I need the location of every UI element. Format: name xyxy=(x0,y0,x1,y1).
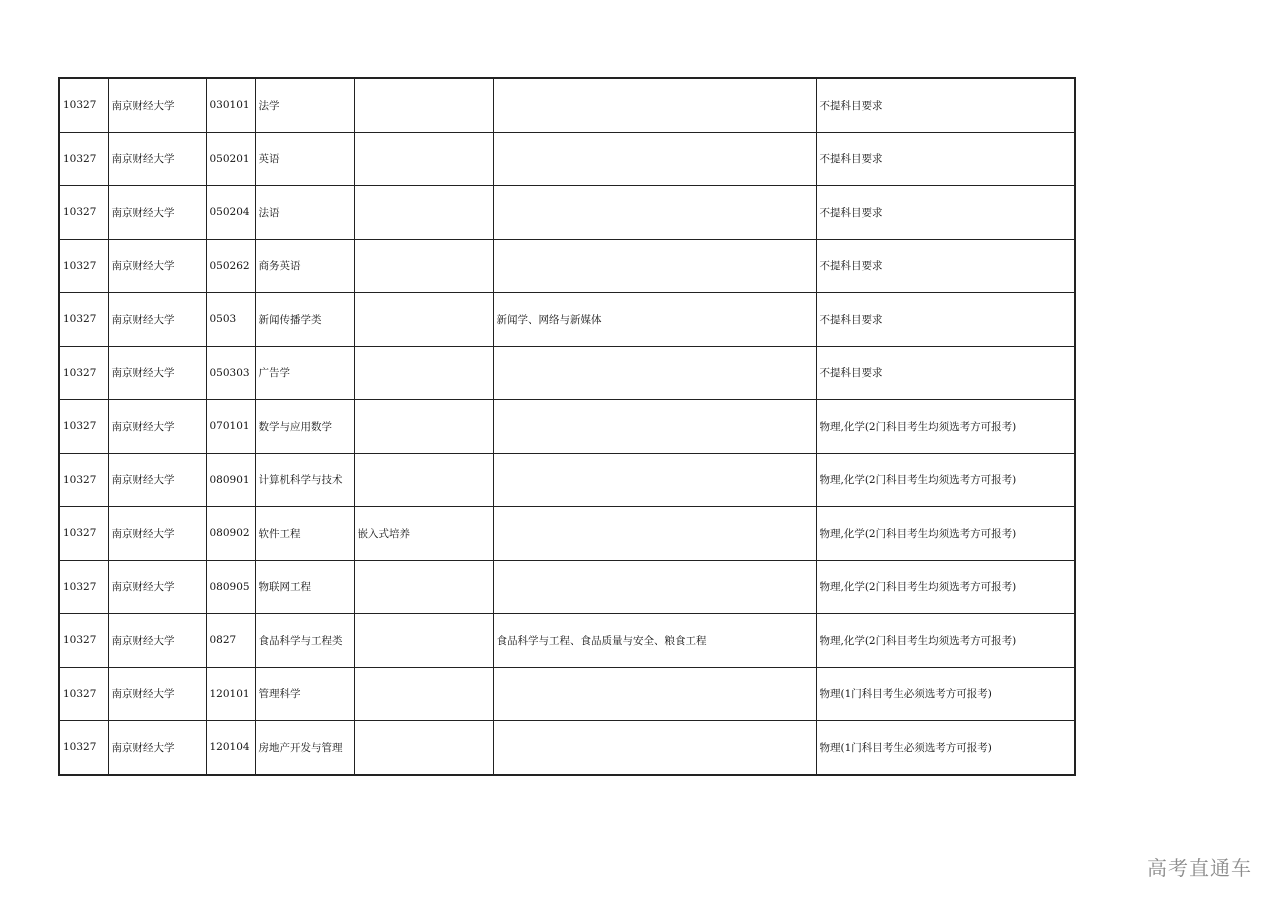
major-code-cell: 050204 xyxy=(206,186,255,240)
major-name-cell: 法语 xyxy=(255,186,354,240)
school-name-cell: 南京财经大学 xyxy=(108,132,206,186)
requirement-cell: 物理(1门科目考生必须选考方可报考) xyxy=(816,667,1075,721)
requirement-cell: 不提科目要求 xyxy=(816,186,1075,240)
requirement-cell: 不提科目要求 xyxy=(816,346,1075,400)
major-code-cell: 120104 xyxy=(206,721,255,775)
requirement-cell: 物理,化学(2门科目考生均须选考方可报考) xyxy=(816,400,1075,454)
major-code-cell: 0827 xyxy=(206,614,255,668)
major-name-cell: 食品科学与工程类 xyxy=(255,614,354,668)
school-code-cell: 10327 xyxy=(59,239,108,293)
major-code-cell: 070101 xyxy=(206,400,255,454)
note-cell xyxy=(354,560,493,614)
school-name-cell: 南京财经大学 xyxy=(108,721,206,775)
note-cell xyxy=(354,346,493,400)
school-code-cell: 10327 xyxy=(59,507,108,561)
school-name-cell: 南京财经大学 xyxy=(108,239,206,293)
table-row xyxy=(59,721,1075,775)
table-row xyxy=(59,293,1075,347)
table-row xyxy=(59,186,1075,240)
table-row xyxy=(59,453,1075,507)
includes-cell xyxy=(493,400,816,454)
school-code-cell: 10327 xyxy=(59,132,108,186)
school-code-cell: 10327 xyxy=(59,560,108,614)
note-cell xyxy=(354,293,493,347)
includes-cell: 食品科学与工程、食品质量与安全、粮食工程 xyxy=(493,614,816,668)
major-name-cell: 房地产开发与管理 xyxy=(255,721,354,775)
requirement-cell: 不提科目要求 xyxy=(816,239,1075,293)
major-name-cell: 法学 xyxy=(255,78,354,132)
includes-cell: 新闻学、网络与新媒体 xyxy=(493,293,816,347)
major-code-cell: 050303 xyxy=(206,346,255,400)
major-code-cell: 080901 xyxy=(206,453,255,507)
school-name-cell: 南京财经大学 xyxy=(108,667,206,721)
table-row xyxy=(59,667,1075,721)
major-name-cell: 软件工程 xyxy=(255,507,354,561)
table-row xyxy=(59,400,1075,454)
requirement-cell: 不提科目要求 xyxy=(816,293,1075,347)
major-name-cell: 英语 xyxy=(255,132,354,186)
school-code-cell: 10327 xyxy=(59,346,108,400)
requirement-cell: 物理,化学(2门科目考生均须选考方可报考) xyxy=(816,453,1075,507)
major-name-cell: 物联网工程 xyxy=(255,560,354,614)
table-row xyxy=(59,239,1075,293)
includes-cell xyxy=(493,186,816,240)
requirement-cell: 不提科目要求 xyxy=(816,78,1075,132)
major-code-cell: 050201 xyxy=(206,132,255,186)
school-code-cell: 10327 xyxy=(59,721,108,775)
table-row xyxy=(59,560,1075,614)
subject-requirements-table xyxy=(58,77,1076,776)
note-cell xyxy=(354,78,493,132)
table-row xyxy=(59,507,1075,561)
note-cell xyxy=(354,721,493,775)
note-cell: 嵌入式培养 xyxy=(354,507,493,561)
note-cell xyxy=(354,186,493,240)
major-name-cell: 数学与应用数学 xyxy=(255,400,354,454)
note-cell xyxy=(354,614,493,668)
table-body xyxy=(59,78,1075,775)
school-name-cell: 南京财经大学 xyxy=(108,400,206,454)
includes-cell xyxy=(493,507,816,561)
major-name-cell: 新闻传播学类 xyxy=(255,293,354,347)
includes-cell xyxy=(493,239,816,293)
requirement-cell: 物理,化学(2门科目考生均须选考方可报考) xyxy=(816,560,1075,614)
school-code-cell: 10327 xyxy=(59,293,108,347)
school-name-cell: 南京财经大学 xyxy=(108,453,206,507)
school-name-cell: 南京财经大学 xyxy=(108,293,206,347)
note-cell xyxy=(354,239,493,293)
includes-cell xyxy=(493,132,816,186)
table-row xyxy=(59,132,1075,186)
requirement-cell: 不提科目要求 xyxy=(816,132,1075,186)
watermark-text: 高考直通车 xyxy=(1147,856,1252,880)
major-name-cell: 管理科学 xyxy=(255,667,354,721)
school-code-cell: 10327 xyxy=(59,614,108,668)
major-code-cell: 120101 xyxy=(206,667,255,721)
major-code-cell: 080905 xyxy=(206,560,255,614)
includes-cell xyxy=(493,721,816,775)
includes-cell xyxy=(493,78,816,132)
major-name-cell: 计算机科学与技术 xyxy=(255,453,354,507)
requirement-cell: 物理,化学(2门科目考生均须选考方可报考) xyxy=(816,614,1075,668)
major-code-cell: 0503 xyxy=(206,293,255,347)
school-name-cell: 南京财经大学 xyxy=(108,507,206,561)
includes-cell xyxy=(493,667,816,721)
school-name-cell: 南京财经大学 xyxy=(108,346,206,400)
includes-cell xyxy=(493,346,816,400)
school-name-cell: 南京财经大学 xyxy=(108,614,206,668)
school-code-cell: 10327 xyxy=(59,453,108,507)
school-name-cell: 南京财经大学 xyxy=(108,78,206,132)
table-row xyxy=(59,78,1075,132)
note-cell xyxy=(354,667,493,721)
major-code-cell: 030101 xyxy=(206,78,255,132)
note-cell xyxy=(354,453,493,507)
table-row xyxy=(59,614,1075,668)
includes-cell xyxy=(493,453,816,507)
requirement-cell: 物理,化学(2门科目考生均须选考方可报考) xyxy=(816,507,1075,561)
school-name-cell: 南京财经大学 xyxy=(108,186,206,240)
note-cell xyxy=(354,400,493,454)
major-code-cell: 050262 xyxy=(206,239,255,293)
school-code-cell: 10327 xyxy=(59,400,108,454)
school-name-cell: 南京财经大学 xyxy=(108,560,206,614)
school-code-cell: 10327 xyxy=(59,78,108,132)
note-cell xyxy=(354,132,493,186)
includes-cell xyxy=(493,560,816,614)
school-code-cell: 10327 xyxy=(59,186,108,240)
major-name-cell: 广告学 xyxy=(255,346,354,400)
school-code-cell: 10327 xyxy=(59,667,108,721)
major-code-cell: 080902 xyxy=(206,507,255,561)
requirement-cell: 物理(1门科目考生必须选考方可报考) xyxy=(816,721,1075,775)
major-name-cell: 商务英语 xyxy=(255,239,354,293)
table-row xyxy=(59,346,1075,400)
